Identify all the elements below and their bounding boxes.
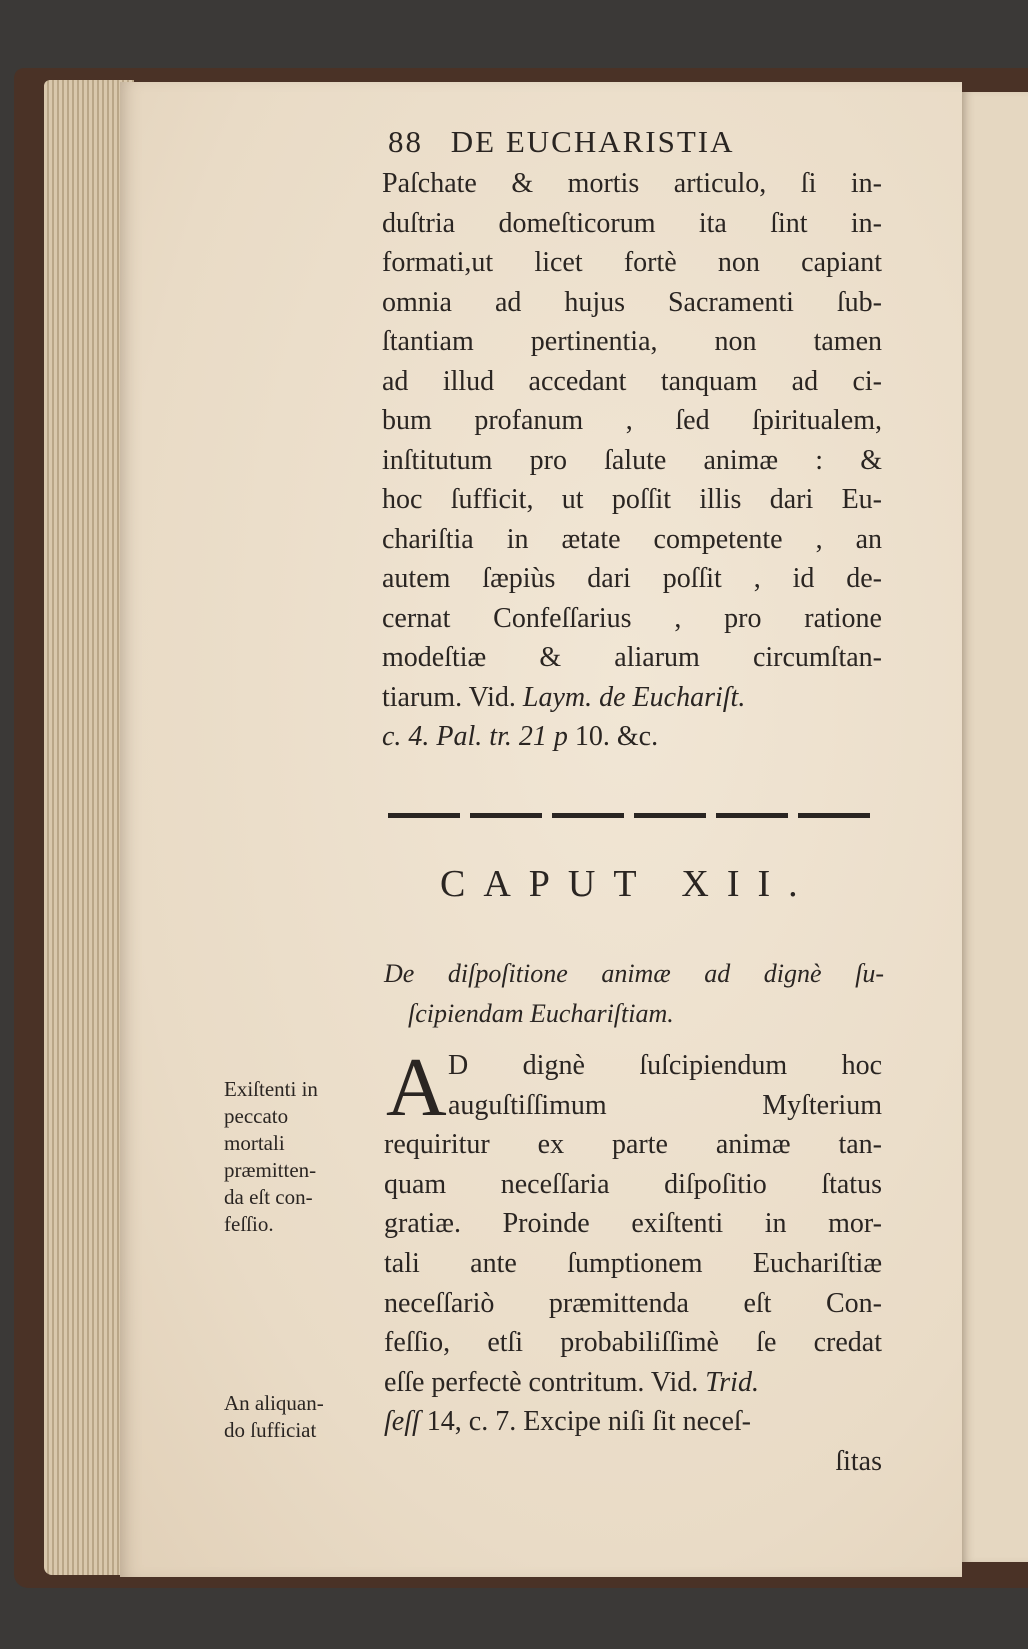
citation-laymann: Laym. de Euchariſt.: [522, 681, 746, 713]
catchword: ſitas: [835, 1445, 882, 1477]
text-line: tali ante ſumptionem Euchariſtiæ: [384, 1247, 882, 1279]
text-line: cernat Confeſſarius , pro ratione: [382, 602, 882, 634]
text-line: duſtria domeſticorum ita ſint in-: [382, 207, 882, 239]
margin-line: præmitten-: [224, 1158, 317, 1182]
citation-tail: 10. &c.: [567, 721, 659, 752]
text-line: ſtantiam pertinentia, non tamen: [382, 326, 882, 357]
text-line: gratiæ. Proinde exiſtenti in mor-: [384, 1208, 882, 1240]
running-title: DE EUCHARISTIA: [450, 124, 735, 159]
running-head: [388, 124, 888, 160]
text-line: modeſtiæ & aliarum circumſtan-: [382, 642, 882, 673]
page-number: 88: [388, 124, 423, 159]
text-line: autem ſæpiùs dari poſſit , id de-: [382, 563, 882, 594]
margin-note: [224, 1076, 374, 1238]
text-run: 14, c. 7. Excipe niſi ſit neceſ-: [419, 1406, 751, 1438]
text-line: requiritur ex parte animæ tan-: [384, 1129, 882, 1161]
text-line: formati,ut licet fortè non capiant: [382, 247, 882, 278]
citation-palaus: c. 4. Pal. tr. 21 p: [382, 721, 568, 752]
margin-line: do ſufficiat: [224, 1418, 317, 1442]
text-line: hoc ſufficit, ut poſſit illis dari Eu-: [382, 484, 882, 515]
margin-line: An aliquan-: [224, 1391, 324, 1415]
text-line: ad illud accedant tanquam ad ci-: [382, 365, 882, 397]
text-line: auguſtiſſimum Myſterium: [448, 1089, 882, 1121]
body-text-bottom: [384, 1041, 882, 1482]
subtitle-line: De diſpoſitione animæ ad dignè ſu-: [384, 959, 884, 988]
facing-page-edge: [962, 92, 1028, 1562]
text-line: neceſſariò præmittenda eſt Con-: [384, 1287, 882, 1319]
chapter-title: CAPUT XII.: [440, 863, 816, 905]
chapter-subtitle: [384, 954, 884, 1034]
margin-note: [224, 1390, 374, 1444]
margin-line: mortali: [224, 1131, 285, 1155]
margin-line: da eſt con-: [224, 1185, 313, 1209]
citation-trid: Trid.: [705, 1366, 759, 1398]
margin-line: Exiſtenti in: [224, 1077, 318, 1101]
citation-sess: ſeſſ: [384, 1406, 420, 1438]
subtitle-line: ſcipiendam Euchariſtiam.: [408, 999, 674, 1028]
text-line: bum profanum , ſed ſpiritualem,: [382, 405, 882, 436]
text-line: feſſio, etſi probabiliſſimè ſe credat: [384, 1327, 882, 1359]
section-divider: [388, 813, 880, 818]
text-line: [384, 1402, 882, 1442]
drop-cap: A: [386, 1041, 447, 1134]
margin-line: feſſio.: [224, 1212, 274, 1236]
text-run: eſſe perfectè contritum. Vid.: [384, 1366, 706, 1398]
text-line: D dignè ſuſcipiendum hoc: [448, 1050, 882, 1081]
text-line: chariſtia in ætate competente , an: [382, 523, 882, 555]
margin-line: peccato: [224, 1104, 289, 1128]
text-line: [382, 717, 882, 757]
text-line: Paſchate & mortis articulo, ſi in-: [382, 168, 882, 199]
text-line: inſtitutum pro ſalute animæ : &: [382, 444, 882, 476]
text-line: [384, 1363, 882, 1403]
text-line: omnia ad hujus Sacramenti ſub-: [382, 286, 882, 318]
text-line: [382, 678, 882, 718]
text-run: tiarum. Vid.: [382, 681, 523, 713]
body-text-top: [382, 164, 882, 757]
text-line: quam neceſſaria diſpoſitio ſtatus: [384, 1168, 882, 1200]
